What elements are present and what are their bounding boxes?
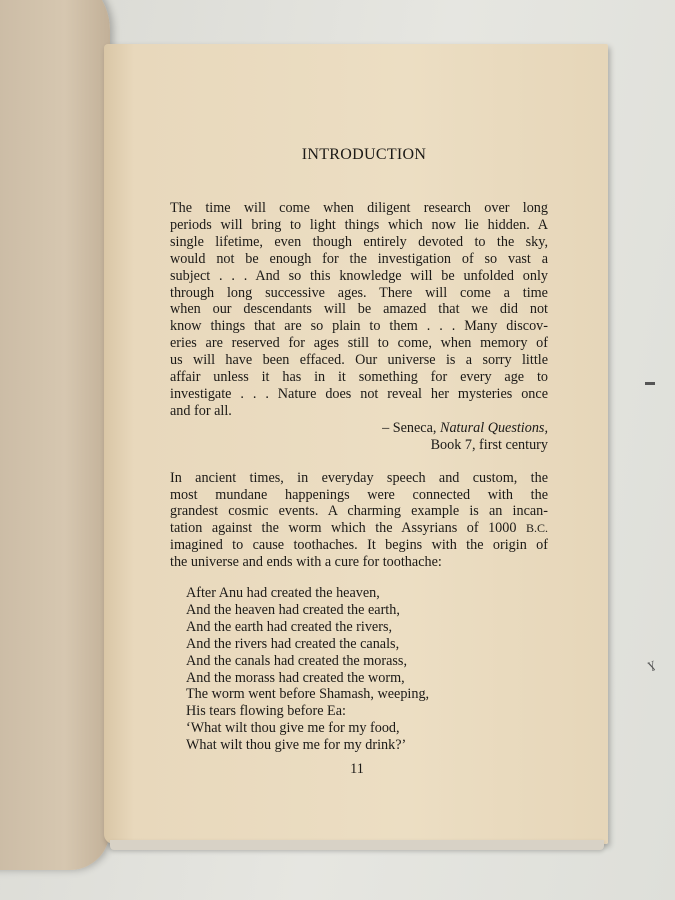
- body-line: imagined to cause toothaches. It begins with the origin of: [170, 537, 548, 554]
- body-line: the universe and ends with a cure for toothache:: [170, 554, 442, 571]
- incantation-poem: [186, 585, 548, 754]
- epigraph-line: subject . . . And so this knowledge will be unfolded only: [170, 267, 548, 284]
- attribution-work: Natural Questions,: [440, 419, 548, 436]
- era-label: B.C.: [525, 521, 548, 536]
- epigraph-line: single lifetime, even though entirely devoted to the sky,: [170, 233, 548, 250]
- epigraph-line: investigate . . . Nature does not reveal her mysteries once: [170, 385, 548, 402]
- poem-line: ‘What wilt thou give me for my food,: [186, 720, 400, 737]
- attribution-author: – Seneca,: [382, 419, 440, 436]
- attribution-date: Book 7, first century: [430, 436, 548, 453]
- epigraph-line: us will have been effaced. Our universe is a sorry little: [170, 352, 548, 369]
- poem-line: And the earth had created the rivers,: [186, 618, 393, 635]
- epigraph-line: know things that are so plain to them . . . Many discov-: [170, 318, 548, 335]
- epigraph-line: when our descendants will be amazed that we did not: [170, 301, 548, 318]
- left-page-edge: [0, 0, 110, 870]
- body-line-text: tation against the worm which the Assyrians of 1000: [170, 520, 526, 537]
- pencil-mark: ɣ: [645, 656, 658, 673]
- body-line: [170, 520, 548, 537]
- body-line: grandest cosmic events. A charming example is an incan-: [170, 503, 548, 520]
- epigraph-line: through long successive ages. There will come a time: [170, 284, 548, 301]
- epigraph-attribution: [170, 420, 548, 437]
- poem-line: And the rivers had created the canals,: [186, 635, 400, 652]
- poem-line: What wilt thou give me for my drink?’: [186, 737, 407, 754]
- body-line: most mundane happenings were connected with the: [170, 486, 548, 503]
- poem-line: The worm went before Shamash, weeping,: [186, 686, 430, 703]
- body-paragraph: [170, 470, 548, 571]
- epigraph-line: eries are reserved for ages still to come, when memory of: [170, 335, 548, 352]
- body-line: In ancient times, in everyday speech and custom, the: [170, 469, 548, 486]
- poem-line: After Anu had created the heaven,: [186, 585, 380, 602]
- page-edge-shadow: [110, 840, 604, 850]
- epigraph-line: affair unless it has in it something for every age to: [170, 369, 548, 386]
- epigraph-text: [170, 200, 548, 420]
- epigraph-line: would not be enough for the investigation of so vast a: [170, 250, 548, 267]
- poem-line: And the heaven had created the earth,: [186, 601, 400, 618]
- surface-speck: ▬: [645, 377, 655, 388]
- epigraph-line: The time will come when diligent research over long: [170, 200, 548, 216]
- poem-line: And the canals had created the morass,: [186, 652, 408, 669]
- poem-line: And the morass had created the worm,: [186, 669, 405, 686]
- page-text: [170, 145, 548, 778]
- page-number: 11: [350, 761, 364, 778]
- chapter-title: INTRODUCTION: [301, 146, 427, 163]
- poem-line: His tears flowing before Ea:: [186, 703, 346, 720]
- epigraph-line: and for all.: [170, 402, 232, 419]
- epigraph-line: periods will bring to light things which now lie hidden. A: [170, 216, 548, 233]
